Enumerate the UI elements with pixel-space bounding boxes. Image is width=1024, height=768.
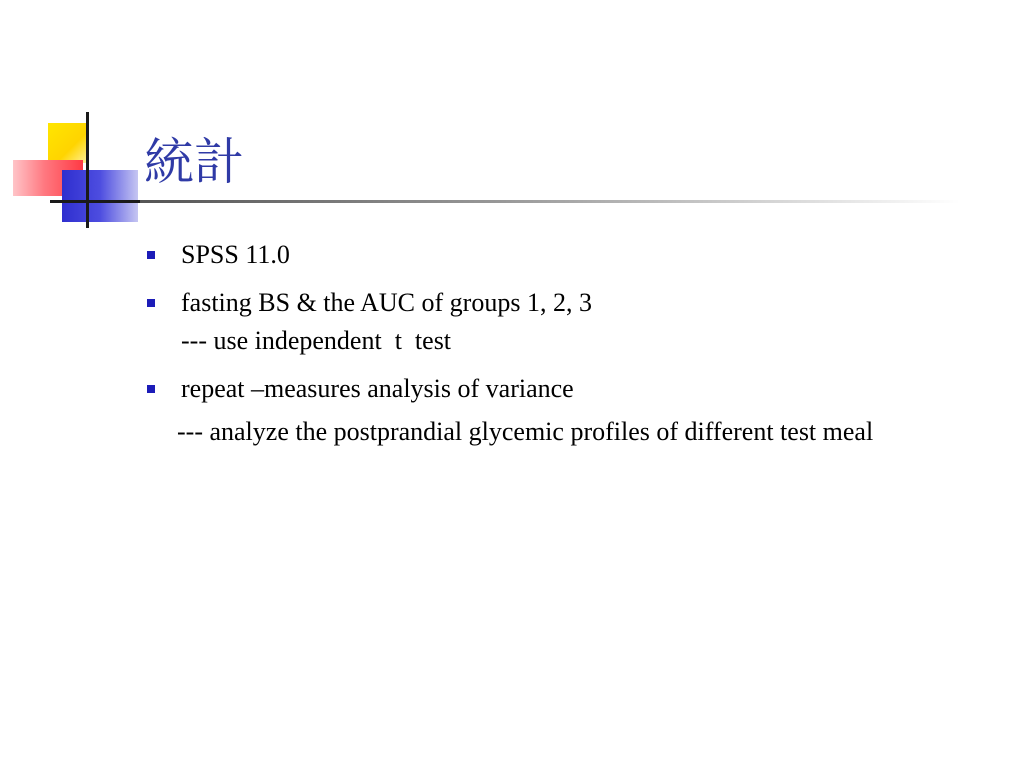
bullet-item-spss <box>145 236 1005 274</box>
bullet-item-fasting <box>145 284 1005 360</box>
logo-vertical-line <box>86 112 89 228</box>
square-bullet-icon <box>147 385 155 393</box>
bullet-line: --- use independent t test <box>181 326 452 355</box>
bullet-line: fasting BS & the AUC of groups 1, 2, 3 <box>181 288 592 317</box>
logo-horizontal-line <box>50 200 140 203</box>
logo-blue-square <box>62 170 138 222</box>
corner-logo-decoration <box>0 0 160 240</box>
square-bullet-icon <box>147 251 155 259</box>
subnote-glycemic-profiles: --- analyze the postprandial glycemic profiles of different test meal <box>177 417 874 446</box>
title-underline-rule <box>140 200 960 203</box>
bullet-line: repeat –measures analysis of variance <box>181 374 574 403</box>
slide-title: 統計 <box>144 133 244 191</box>
square-bullet-icon <box>147 299 155 307</box>
bullet-item-repeat-measures <box>145 370 1005 408</box>
logo-yellow-square <box>48 123 88 163</box>
bullet-line: SPSS 11.0 <box>181 240 290 269</box>
bullet-list <box>145 236 1005 452</box>
